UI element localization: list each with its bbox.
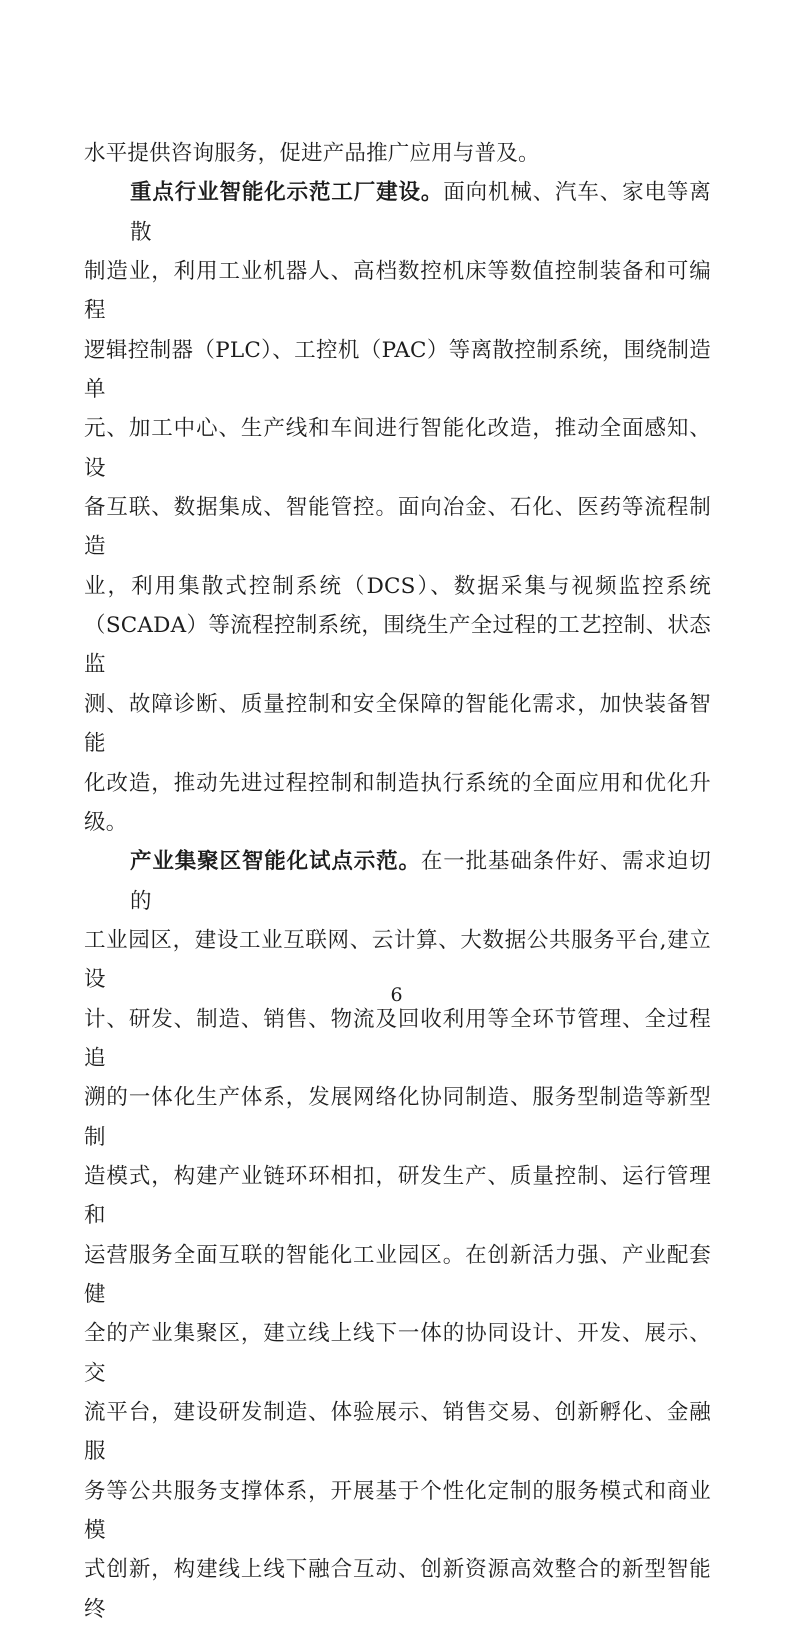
text-line: 备互联、数据集成、智能管控。面向冶金、石化、医药等流程制造: [84, 495, 711, 560]
text-line: 工业园区，建设工业互联网、云计算、大数据公共服务平台,建立设: [84, 927, 711, 993]
text-line: 溯的一体化生产体系，发展网络化协同制造、服务型制造等新型制: [84, 1085, 711, 1150]
text-line: 业，利用集散式控制系统（DCS）、数据采集与视频监控系统: [84, 573, 711, 599]
paragraph-lead: 产业集聚区智能化试点示范。: [130, 849, 421, 875]
text-line: 逻辑控制器（PLC）、工控机（PAC）等离散控制系统，围绕制造单: [84, 337, 711, 403]
text-line: 化改造，推动先进过程控制和制造执行系统的全面应用和优化升: [84, 770, 711, 796]
body-text: [84, 134, 711, 1629]
text-line: 务等公共服务支撑体系，开展基于个性化定制的服务模式和商业模: [84, 1478, 711, 1544]
text-line: 水平提供咨询服务，促进产品推广应用与普及。: [84, 141, 540, 166]
text-line: 制造业，利用工业机器人、高档数控机床等数值控制装备和可编程: [84, 259, 711, 324]
text-line: [84, 173, 711, 252]
line-text: 在一批基础条件好、需求迫切的: [130, 849, 711, 914]
text-line: 流平台，建设研发制造、体验展示、销售交易、创新孵化、金融服: [84, 1400, 711, 1465]
text-line: 测、故障诊断、质量控制和安全保障的智能化需求，加快装备智能: [84, 691, 711, 757]
line-text: 面向机械、汽车、家电等离散: [130, 180, 711, 245]
text-line: 计、研发、制造、销售、物流及回收利用等全环节管理、全过程追: [84, 1006, 711, 1071]
text-line: 造模式，构建产业链环环相扣，研发生产、质量控制、运行管理和: [84, 1163, 711, 1229]
page-number: 6: [390, 984, 403, 1006]
text-line: 式创新，构建线上线下融合互动、创新资源高效整合的新型智能终: [84, 1557, 711, 1622]
text-line: [84, 842, 711, 921]
text-line: 全的产业集聚区，建立线上线下一体的协同设计、开发、展示、交: [84, 1321, 711, 1386]
paragraph-lead: 重点行业智能化示范工厂建设。: [130, 180, 444, 206]
text-line: 运营服务全面互联的智能化工业园区。在创新活力强、产业配套健: [84, 1242, 711, 1307]
text-line: 元、加工中心、生产线和车间进行智能化改造，推动全面感知、设: [84, 416, 711, 481]
text-line: （SCADA）等流程控制系统，围绕生产全过程的工艺控制、状态监: [84, 613, 711, 678]
text-line: 级。: [84, 809, 128, 835]
